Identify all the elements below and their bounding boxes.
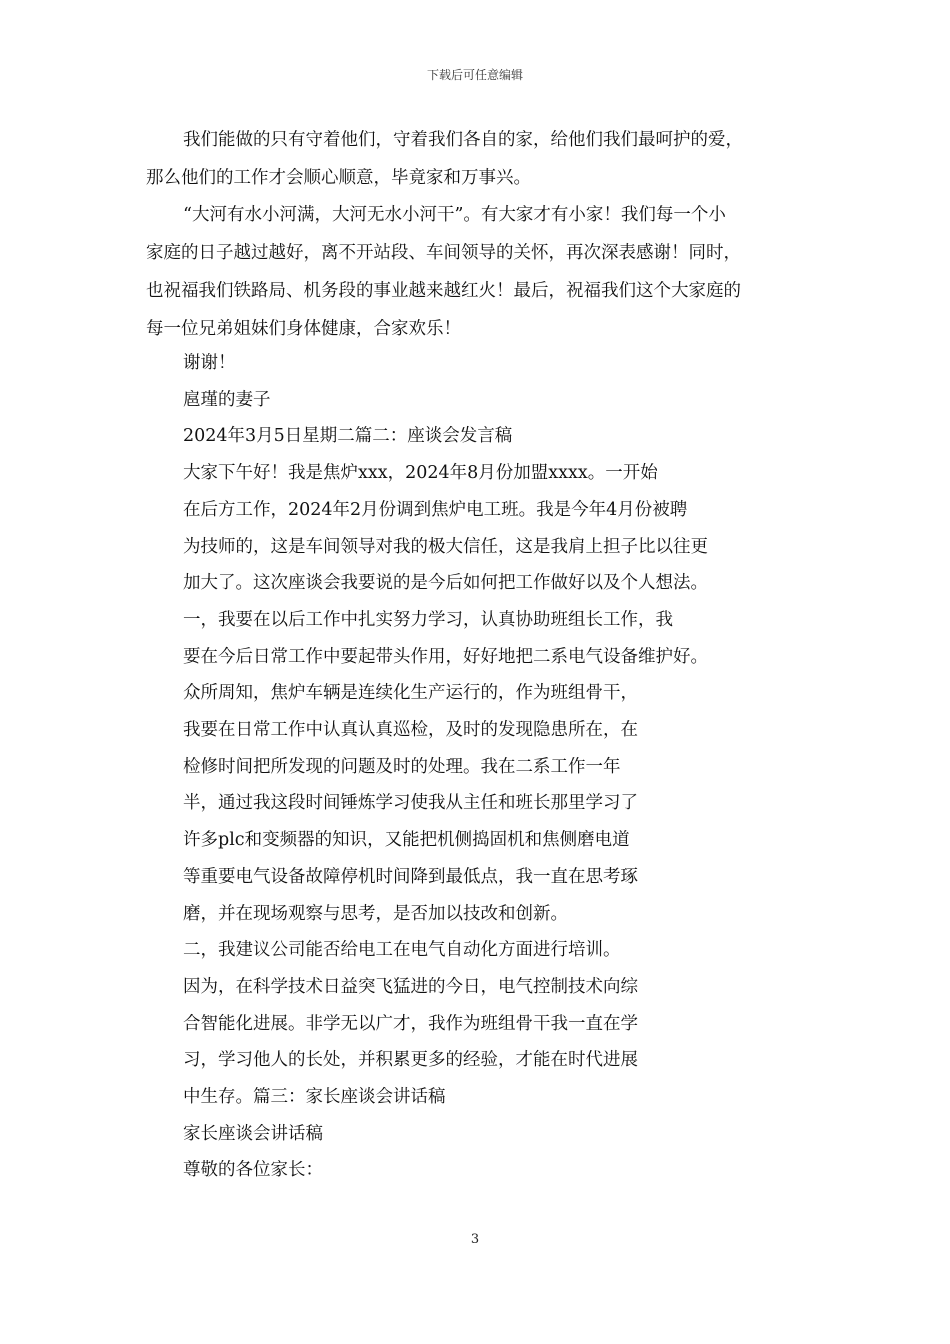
body-lines [183,345,803,1189]
text-line: 要在今后日常工作中要起带头作用，好好地把二系电气设备维护好。 [183,646,708,667]
text-line: 众所周知，焦炉车辆是连续化生产运行的，作为班组骨干， [183,683,638,704]
text-line: 磨，并在现场观察与思考，是否加以技改和创新。 [183,903,568,924]
text-line: 家长座谈会讲话稿 [183,1123,323,1144]
text-line: 许多plc和变频器的知识，又能把机侧捣固机和焦侧磨电道 [183,830,630,851]
text-line: 二，我建议公司能否给电工在电气自动化方面进行培训。 [183,940,621,961]
text-line: 在后方工作，2024年2月份调到焦炉电工班。我是今年4月份被聘 [183,499,688,520]
text-line: 每一位兄弟姐妹们身体健康，合家欢乐！ [146,319,461,339]
text-line: 扈瑾的妻子 [183,389,271,410]
text-line: 合智能化进展。非学无以广才，我作为班组骨干我一直在学 [183,1013,638,1034]
text-line: 半，通过我这段时间锤炼学习使我从主任和班长那里学习了 [183,793,638,814]
text-line: 2024年3月5日星期二篇二：座谈会发言稿 [183,426,513,447]
text-line: 加大了。这次座谈会我要说的是今后如何把工作做好以及个人想法。 [183,573,708,594]
text-line: 我们能做的只有守着他们，守着我们各自的家，给他们我们最呵护的爱， [183,130,743,150]
page-number: 3 [470,1232,480,1247]
text-line: 那么他们的工作才会顺心顺意，毕竟家和万事兴。 [146,168,531,188]
text-line: 也祝福我们铁路局、机务段的事业越来越红火！最后，祝福我们这个大家庭的 [146,281,741,301]
paragraph-1 [146,121,811,197]
text-line: 习，学习他人的长处，并积累更多的经验，才能在时代进展 [183,1050,638,1071]
page-header: 下载后可任意编辑 [426,68,523,82]
text-line: 因为，在科学技术日益突飞猛进的今日，电气控制技术向综 [183,976,638,997]
text-line: 一，我要在以后工作中扎实努力学习，认真协助班组长工作，我 [183,609,673,630]
text-line: “大河有水小河满，大河无水小河干”。有大家才有小家！我们每一个小 [183,205,726,225]
text-line: 家庭的日子越过越好，离不开站段、车间领导的关怀，再次深表感谢！同时， [146,243,741,263]
text-line: 尊敬的各位家长： [183,1160,323,1181]
text-line: 等重要电气设备故障停机时间降到最低点，我一直在思考琢 [183,866,638,887]
text-line: 为技师的，这是车间领导对我的极大信任，这是我肩上担子比以往更 [183,536,708,557]
text-line: 谢谢！ [183,353,236,373]
text-line: 大家下午好！我是焦炉xxx，2024年8月份加盟xxxx。一开始 [183,463,658,484]
paragraph-2 [146,196,811,348]
text-line: 检修时间把所发现的问题及时的处理。我在二系工作一年 [183,756,621,777]
text-line: 中生存。篇三：家长座谈会讲话稿 [183,1087,446,1108]
text-line: 我要在日常工作中认真认真巡检，及时的发现隐患所在，在 [183,720,638,741]
